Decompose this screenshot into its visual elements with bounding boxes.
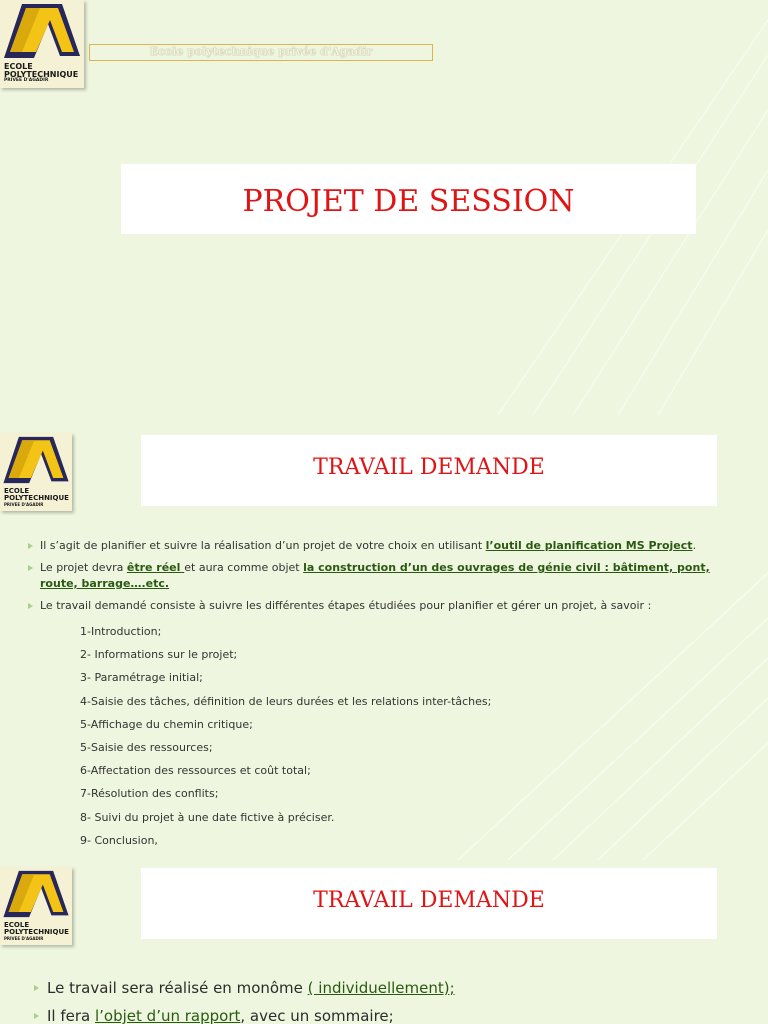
highlight-text: ( individuellement); bbox=[307, 979, 455, 997]
highlight-text: être réel bbox=[126, 561, 185, 574]
list-item: 8- Suivi du projet à une date fictive à préciser. bbox=[80, 810, 335, 824]
bullet-tail: . bbox=[692, 539, 697, 552]
slide-travail-demande-1 bbox=[0, 423, 768, 860]
bullet-text: et aura comme objet bbox=[184, 561, 304, 574]
list-item: 5-Saisie des ressources; bbox=[80, 741, 213, 755]
list-item: 1-Introduction; bbox=[80, 625, 162, 638]
logo-text-polytechnique: POLYTECHNIQUE bbox=[4, 494, 69, 502]
list-item: 2- Informations sur le projet; bbox=[80, 648, 238, 662]
section-title: TRAVAIL DEMANDE bbox=[141, 435, 717, 506]
page-title: PROJET DE SESSION bbox=[121, 164, 696, 234]
steps-list bbox=[80, 620, 738, 852]
bullet-text: Le projet devra bbox=[40, 561, 127, 574]
list-item: 7-Résolution des conflits; bbox=[80, 787, 219, 801]
bullet-item bbox=[28, 560, 738, 592]
slide-travail-demande-2 bbox=[0, 860, 768, 1024]
logo-text-ecole: ECOLE bbox=[4, 62, 33, 71]
list-item: 9- Conclusion, bbox=[80, 833, 158, 847]
logo-text-polytechnique: POLYTECHNIQUE bbox=[4, 70, 79, 79]
logo-a-icon bbox=[0, 433, 72, 487]
bullet-item bbox=[34, 974, 754, 1002]
bullet-tail: , avec un sommaire; bbox=[240, 1007, 394, 1024]
bullet-list bbox=[34, 974, 754, 1024]
bullet-text: Le travail demandé consiste à suivre les différentes étapes étudiées pour planifier et gérer un projet, à savoir : bbox=[40, 599, 652, 612]
bullet-item bbox=[28, 598, 738, 614]
bullet-text: Le travail sera réalisé en monôme bbox=[47, 979, 308, 997]
school-logo bbox=[0, 0, 84, 88]
logo-text-privee: PRIVEE D'AGADIR bbox=[4, 502, 44, 507]
highlight-text: la construction d’un des ouvrages de génie civil : bâtiment, pont, route, barrage….etc. bbox=[40, 561, 710, 590]
bullet-text: Il fera bbox=[47, 1007, 95, 1024]
logo-text-ecole: ECOLE bbox=[4, 487, 30, 495]
school-name-banner: Ecole polytechnique privée d'Agadir bbox=[89, 44, 433, 61]
section-title: TRAVAIL DEMANDE bbox=[141, 868, 717, 939]
bullet-item bbox=[34, 1002, 754, 1024]
list-item: 4-Saisie des tâches, définition de leurs durées et les relations inter-tâches; bbox=[80, 694, 492, 708]
logo-a-icon bbox=[0, 0, 84, 62]
list-item: 5-Affichage du chemin critique; bbox=[80, 717, 253, 731]
highlight-text: l’outil de planification MS Project bbox=[485, 539, 693, 552]
logo-a-icon bbox=[0, 867, 72, 921]
logo-text-polytechnique: POLYTECHNIQUE bbox=[4, 928, 69, 936]
list-item: 3- Paramétrage initial; bbox=[80, 671, 203, 685]
logo-text-ecole: ECOLE bbox=[4, 921, 30, 929]
school-logo bbox=[0, 867, 72, 945]
slide-title bbox=[0, 0, 768, 415]
list-item: 6-Affectation des ressources et coût total; bbox=[80, 764, 311, 778]
highlight-text: l’objet d’un rapport bbox=[95, 1007, 241, 1024]
logo-text-privee: PRIVEE D'AGADIR bbox=[4, 936, 44, 941]
school-logo bbox=[0, 433, 72, 511]
bullet-text: Il s’agit de planifier et suivre la réalisation d’un projet de votre choix en utilisant bbox=[40, 539, 486, 552]
logo-text-privee: PRIVEE D'AGADIR bbox=[4, 78, 49, 83]
bullet-list bbox=[28, 538, 738, 852]
bullet-item bbox=[28, 538, 738, 554]
